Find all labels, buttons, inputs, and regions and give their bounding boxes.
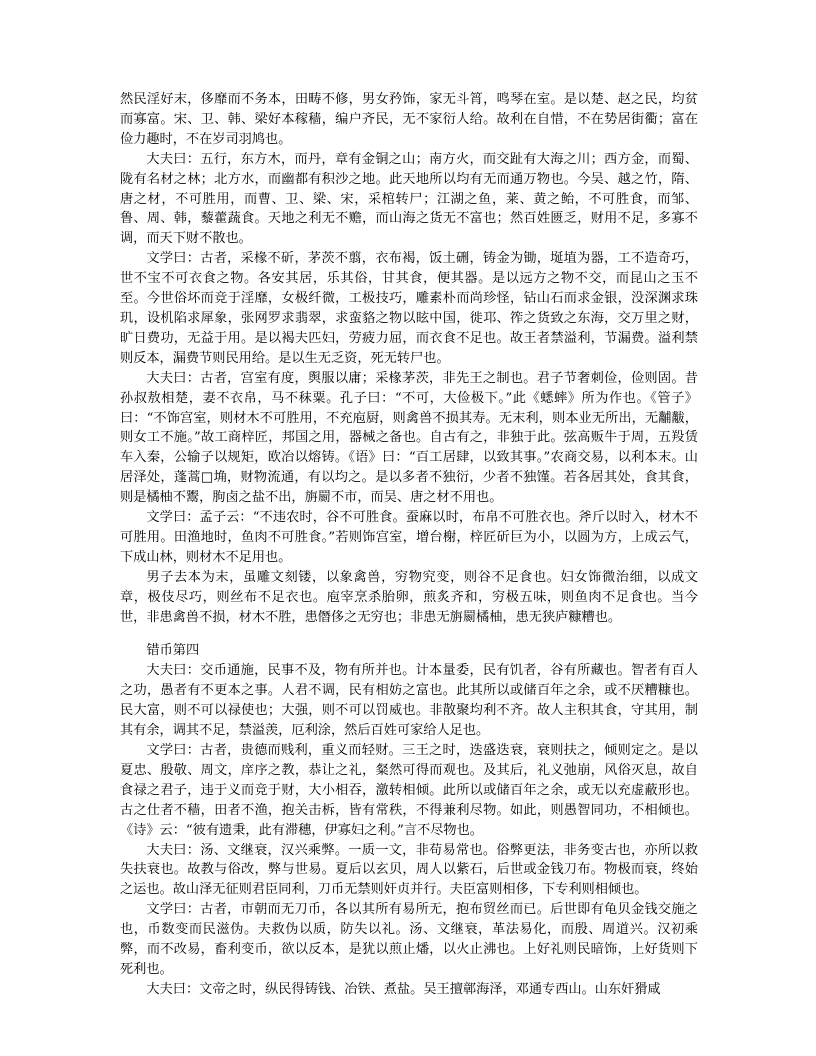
paragraph-men-abandon-root: 男子去本为末，虽雕文刻镂，以象禽兽，穷物究变，则谷不足食也。妇女饰微治细，以成文章，极伎尽巧，则丝布不足衣也。庖宰烹杀胎卵，煎炙齐和，穷极五味，则鱼肉不足食也。当今世，非患禽兽不损，材木不胜，患僭侈之无穷也；非患无旃罽橘柚，患无狭庐糠糟也。 (120, 569, 698, 625)
document-page (120, 90, 698, 1000)
paragraph-wenxue-virtue: 文学曰：古者，贵德而贱利，重义而轻财。三王之时，迭盛迭衰，衰则扶之，倾则定之。是以夏忠、殷敬、周文，庠序之教，恭让之礼，粲然可得而观也。及其后，礼义弛崩，风俗灭息，故自食禄之君子，违于义而竞于财，大小相吞，激转相倾。此所以或储百年之余，或无以充虚蔽形也。古之仕者不穑，田者不渔，抱关击柝，皆有常秩，不得兼利尽物。如此，则愚智同功，不相倾也。《诗》云：“彼有遗秉，此有滞穗，伊寡妇之利。”言不尽物也。 (120, 743, 698, 838)
paragraph-dafu-tang-wen: 大夫曰：汤、文继衰，汉兴乘弊。一质一文，非苟易常也。俗弊更法，非务变古也，亦所以救失扶衰也。故教与俗改，弊与世易。夏后以玄贝，周人以紫石，后世或金钱刀布。物极而衰，终始之运也。故山泽无征则君臣同利，刀币无禁则奸贞并行。夫臣富则相侈，下专利则相倾也。 (120, 842, 698, 898)
paragraph-dafu-emperor-wen: 大夫曰：文帝之时，纵民得铸钱、冶铁、煮盐。吴王擅鄣海泽，邓通专西山。山东奸猾咸 (146, 981, 661, 997)
paragraph-wenxue-mencius: 文学曰：孟子云：“不违农时，谷不可胜食。蚕麻以时，布帛不可胜衣也。斧斤以时入，材木不可胜用。田渔地时，鱼肉不可胜食。”若则饰宫室，增台榭，梓匠斫巨为小，以圆为方，上成云气，下成山林，则材木不足用也。 (120, 510, 698, 565)
paragraph-dafu-palaces: 大夫曰：古者，宫室有度，舆服以庸；采椽茅茨，非先王之制也。君子节奢刺俭，俭则固。昔孙叔敖相楚，妻不衣帛，马不秣粟。孔子曰：“不可，大俭极下。”此《蟋蟀》所为作也。《管子》曰：“不饰宫室，则材木不可胜用，不充庖厨，则禽兽不损其寿。无末利，则本业无所出，无黼黻，则女工不施。”故工商梓匠，邦国之用，器械之备也。自古有之，非独于此。弦高贩牛于周，五羖赁车入秦，公输子以规矩，欧冶以熔铸。《语》曰：“百工居肆，以致其事。”农商交易，以利本末。山居泽处，蓬蒿□埆，财物流通，有以均之。是以多者不独衍，少者不独馑。若各居其处，食其食，则是橘柚不鬻，朐卤之盐不出，旃罽不市，而吴、唐之材不用也。 (120, 370, 698, 506)
paragraph-continuation: 然民淫好末，侈靡而不务本，田畴不修，男女矜饰，家无斗筲，鸣琴在室。是以楚、赵之民，均贫而寡富。宋、卫、韩、梁好本稼穑，编户齐民，无不家衍人给。故利在自惜，不在势居街衢；富在俭力趣时，不在岁司羽鸠也。 (120, 92, 698, 147)
paragraph-wenxue-markets: 文学曰：古者，市朝而无刀币，各以其所有易所无，抱布贸丝而已。后世即有龟贝金钱交施之也，币数变而民滋伪。夫救伪以质，防失以礼。汤、文继衰，革法易化，而殷、周道兴。汉初乘弊，而不改易，畜利变币，欲以反本，是犹以煎止燔，以火止沸也。上好礼则民暗饰，上好货则下死利也。 (120, 902, 698, 977)
paragraph-dafu-currency: 大夫曰：交币通施，民事不及，物有所并也。计本量委，民有饥者，谷有所藏也。智者有百人之功，愚者有不更本之事。人君不调，民有相妨之富也。此其所以或储百年之余，或不厌糟糠也。民大富，则不可以禄使也；大强，则不可以罚威也。非散聚均利不齐。故人主积其食，守其用，制其有余，调其不足，禁溢羡，厄利涂，然后百姓可家给人足也。 (120, 663, 698, 739)
chapter-title: 错币第四 (146, 643, 200, 659)
paragraph-wenxue-ancients: 文学曰：古者，采椽不斫，茅茨不翦，衣布褐，饭土硎，铸金为锄，埏埴为器，工不造奇巧，世不宝不可衣食之物。各安其居，乐其俗，甘其食，便其器。是以远方之物不交，而昆山之玉不至。今世俗坏而竞于淫靡，女极纤微，工极技巧，雕素朴而尚珍怪，钻山石而求金银，没深渊求珠玑，设机陷求犀象，张网罗求翡翠，求蛮貉之物以眩中国，徙邛、筰之货致之东海，交万里之财，旷日费功，无益于用。是以褐夫匹妇，劳疲力屈，而衣食不足也。故王者禁溢利，节漏费。溢利禁则反本，漏费节则民用给。是以生无乏资，死无转尸也。 (120, 251, 698, 366)
paragraph-dafu-five-elements: 大夫曰：五行，东方木，而丹，章有金铜之山；南方火，而交趾有大海之川；西方金，而蜀、陇有名材之林；北方水，而幽都有积沙之地。此天地所以均有无而通万物也。今吴、越之竹，隋、唐之材，不可胜用，而曹、卫、梁、宋，采棺转尸；江湖之鱼，莱、黄之鲐，不可胜食，而邹、鲁、周、韩，藜藿蔬食。天地之利无不赡，而山海之货无不富也；然百姓匮乏，财用不足，多寡不调，而天下财不散也。 (120, 151, 698, 247)
